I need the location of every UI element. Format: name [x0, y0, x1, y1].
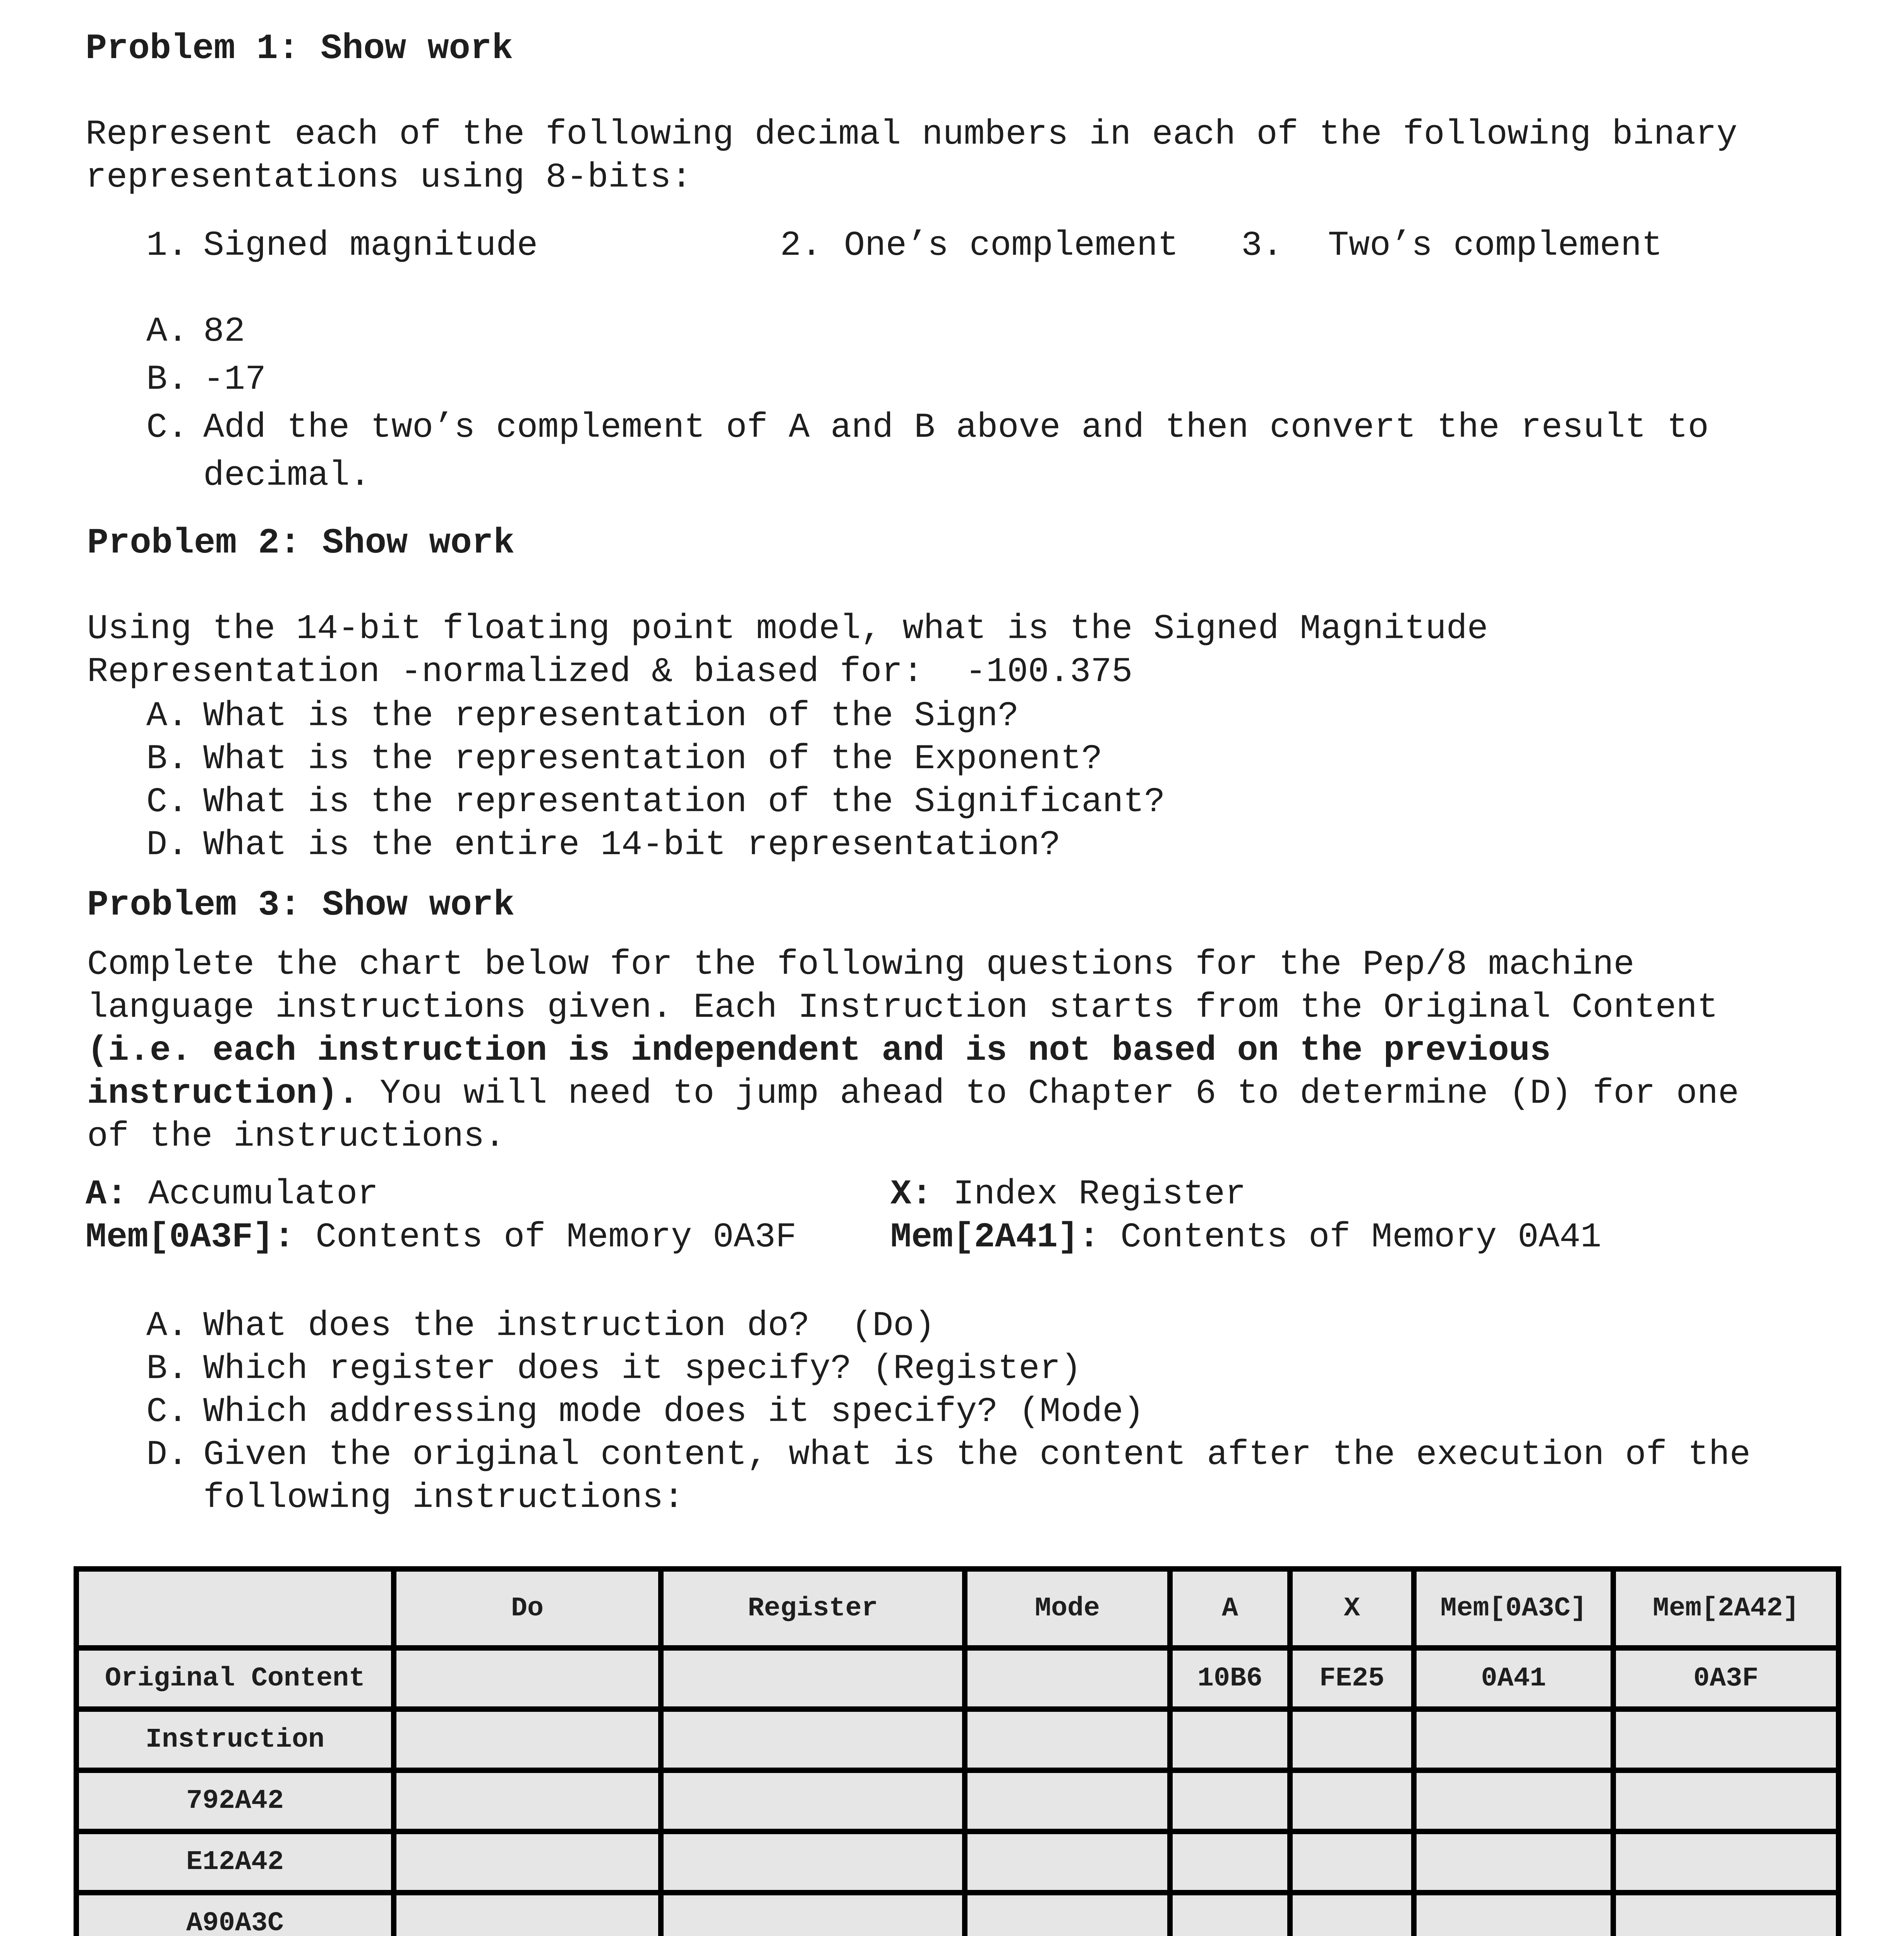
legend-mem-2a41-key: Mem[2A41]: [890, 1218, 1100, 1257]
cell-a[interactable] [1170, 1709, 1290, 1770]
rep-1-label: Signed magnitude [203, 226, 538, 266]
problem3-intro-line5: of the instructions. [87, 1117, 506, 1157]
cell-mem-2a42[interactable] [1613, 1709, 1839, 1770]
header-cell-mode: Mode [965, 1569, 1170, 1648]
problem1-item-c-text-line2: decimal. [203, 456, 371, 496]
cell-x: FE25 [1290, 1648, 1414, 1709]
problem3-question-c-text: Which addressing mode does it specify? (Mode) [203, 1392, 1144, 1432]
problem3-intro-line1: Complete the chart below for the following questions for the Pep/8 machine [87, 945, 1635, 985]
cell-mem-2a42[interactable] [1613, 1770, 1839, 1831]
legend-index-register-key: X: [890, 1175, 933, 1214]
problem2-question-d-letter: D. [146, 826, 189, 865]
table-row [76, 1893, 1839, 1936]
header-cell-register: Register [661, 1569, 965, 1648]
problem3-heading: Problem 3: Show work [87, 885, 515, 925]
problem3-question-d-letter: D. [146, 1435, 189, 1475]
problem2-question-d-text: What is the entire 14-bit representation? [203, 826, 1061, 865]
problem3-question-b-letter: B. [146, 1349, 189, 1389]
cell-do[interactable] [394, 1709, 661, 1770]
cell-a[interactable] [1170, 1831, 1290, 1893]
problem1-item-a-text: 82 [203, 312, 245, 352]
problem3-question-a-text: What does the instruction do? (Do) [203, 1306, 935, 1346]
header-cell-mem-0a3c: Mem[0A3C] [1414, 1569, 1613, 1648]
problem2-intro-line1: Using the 14-bit floating point model, what is the Signed Magnitude [87, 609, 1488, 649]
cell-do[interactable] [394, 1648, 661, 1709]
cell-do[interactable] [394, 1770, 661, 1831]
cell-x[interactable] [1290, 1770, 1414, 1831]
row-label: Original Content [76, 1648, 394, 1709]
cell-do[interactable] [394, 1893, 661, 1936]
cell-mode[interactable] [965, 1831, 1170, 1893]
problem1-item-c-letter: C. [146, 408, 189, 448]
cell-x[interactable] [1290, 1831, 1414, 1893]
cell-mode[interactable] [965, 1893, 1170, 1936]
pep8-chart-table [74, 1566, 1841, 1936]
problem3-intro-line4-rest: You will need to jump ahead to Chapter 6 to determine (D) for one [359, 1074, 1739, 1114]
cell-do[interactable] [394, 1831, 661, 1893]
legend-mem-2a41 [890, 1220, 1601, 1255]
problem1-intro-line2: representations using 8-bits: [86, 158, 692, 197]
cell-mem-0a3c[interactable] [1414, 1893, 1613, 1936]
cell-register[interactable] [661, 1709, 965, 1770]
problem2-question-b-letter: B. [146, 740, 189, 779]
cell-mode[interactable] [965, 1770, 1170, 1831]
problem3-intro-line4 [87, 1074, 1739, 1114]
rep-2-label: One’s complement [844, 226, 1179, 266]
problem2-question-c-letter: C. [146, 783, 189, 822]
problem3-question-c-letter: C. [146, 1392, 189, 1432]
problem2-question-a-letter: A. [146, 697, 189, 736]
cell-mem-2a42: 0A3F [1613, 1648, 1839, 1709]
cell-x[interactable] [1290, 1709, 1414, 1770]
row-label: 792A42 [76, 1770, 394, 1831]
header-cell-a: A [1170, 1569, 1290, 1648]
row-label: Instruction [76, 1709, 394, 1770]
problem3-intro-line2: language instructions given. Each Instruction starts from the Original Content [87, 988, 1718, 1028]
header-cell-x: X [1290, 1569, 1414, 1648]
cell-mem-0a3c[interactable] [1414, 1770, 1613, 1831]
problem3-intro-bold-line3: (i.e. each instruction is independent and is not based on the previous [87, 1031, 1551, 1071]
problem3-question-a-letter: A. [146, 1306, 189, 1346]
problem3-question-d-text-line2: following instructions: [203, 1478, 684, 1518]
legend-mem-0a3f-desc: Contents of Memory 0A3F [295, 1218, 797, 1257]
problem1-item-a-letter: A. [146, 312, 189, 352]
cell-register[interactable] [661, 1893, 965, 1936]
cell-mem-0a3c: 0A41 [1414, 1648, 1613, 1709]
cell-mem-0a3c[interactable] [1414, 1709, 1613, 1770]
table-row [76, 1709, 1839, 1770]
table-row [76, 1770, 1839, 1831]
table-row [76, 1648, 1839, 1709]
problem1-item-b-text: -17 [203, 360, 266, 400]
problem1-heading: Problem 1: Show work [86, 28, 513, 69]
problem1-intro-line1: Represent each of the following decimal numbers in each of the following binary [86, 115, 1738, 154]
problem1-item-c-text-line1: Add the two’s complement of A and B above and then convert the result to [203, 408, 1709, 448]
problem2-question-c-text: What is the representation of the Significant? [203, 783, 1165, 822]
table-row [76, 1831, 1839, 1893]
cell-mode[interactable] [965, 1709, 1170, 1770]
header-cell-do: Do [394, 1569, 661, 1648]
cell-register[interactable] [661, 1770, 965, 1831]
problem2-question-b-text: What is the representation of the Exponent? [203, 740, 1103, 779]
legend-accumulator-desc: Accumulator [127, 1175, 379, 1214]
problem1-item-b-letter: B. [146, 360, 189, 400]
problem3-question-b-text: Which register does it specify? (Register) [203, 1349, 1082, 1389]
problem2-heading: Problem 2: Show work [87, 523, 515, 563]
cell-a[interactable] [1170, 1893, 1290, 1936]
table-header-row [76, 1569, 1839, 1648]
row-label: A90A3C [76, 1893, 394, 1936]
cell-register[interactable] [661, 1831, 965, 1893]
problem3-intro-bold-line4: instruction). [87, 1074, 359, 1114]
header-cell-blank [76, 1569, 394, 1648]
cell-a: 10B6 [1170, 1648, 1290, 1709]
legend-index-register [890, 1177, 1246, 1212]
legend-mem-0a3f [86, 1220, 796, 1255]
problem3-question-d-text-line1: Given the original content, what is the content after the execution of the [203, 1435, 1751, 1475]
legend-mem-2a41-desc: Contents of Memory 0A41 [1100, 1218, 1602, 1257]
cell-a[interactable] [1170, 1770, 1290, 1831]
cell-x[interactable] [1290, 1893, 1414, 1936]
legend-accumulator [86, 1177, 378, 1212]
cell-register[interactable] [661, 1648, 965, 1709]
legend-mem-0a3f-key: Mem[0A3F]: [86, 1218, 295, 1257]
rep-1-number: 1. [146, 226, 189, 266]
cell-mode[interactable] [965, 1648, 1170, 1709]
row-label: E12A42 [76, 1831, 394, 1893]
problem2-question-a-text: What is the representation of the Sign? [203, 697, 1019, 736]
problem2-intro-line2: Representation -normalized & biased for: -100.375 [87, 652, 1133, 692]
legend-accumulator-key: A: [86, 1175, 128, 1214]
cell-mem-2a42[interactable] [1613, 1831, 1839, 1893]
rep-2-number: 2. [780, 226, 822, 266]
legend-index-register-desc: Index Register [932, 1175, 1246, 1214]
header-cell-mem-2a42: Mem[2A42] [1613, 1569, 1839, 1648]
cell-mem-0a3c[interactable] [1414, 1831, 1613, 1893]
rep-3-number: 3. [1241, 226, 1283, 266]
cell-mem-2a42[interactable] [1613, 1893, 1839, 1936]
rep-3-label: Two’s complement [1328, 226, 1663, 266]
